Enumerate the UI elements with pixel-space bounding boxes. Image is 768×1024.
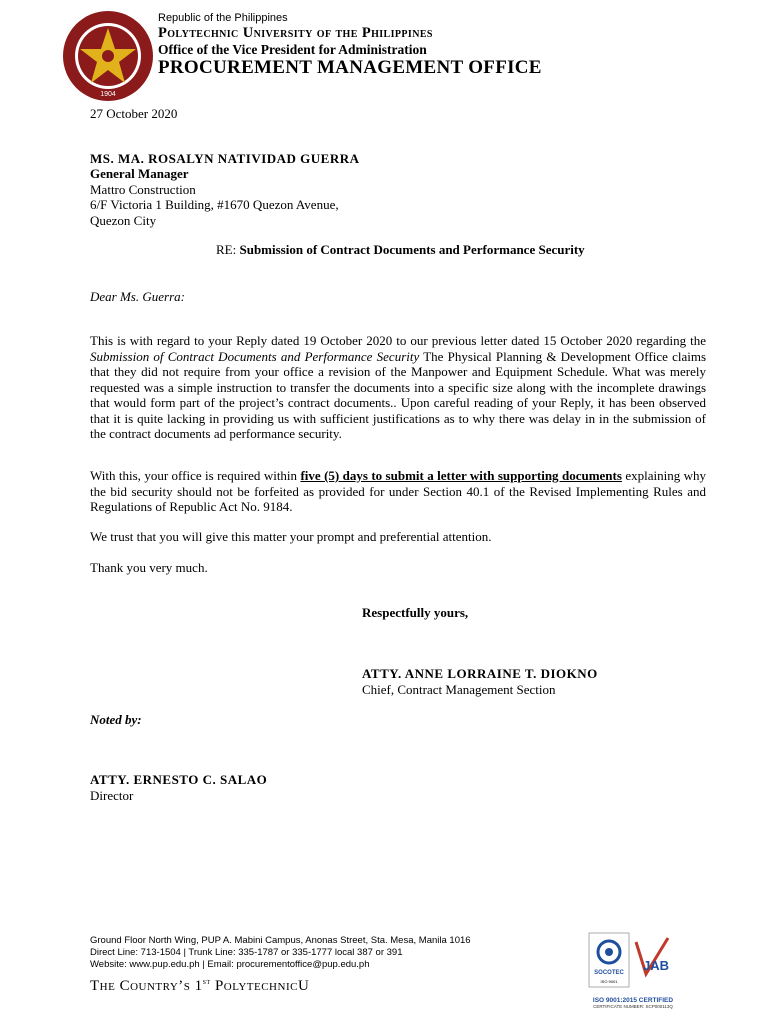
paragraph-2-text-b: explaining why the bid security should not be forfeited as provided for under Section 40.1 of the Revised Implementing Rules and Regulations of Republic Act No. 9184. bbox=[90, 468, 706, 514]
paragraph-2 bbox=[90, 468, 706, 515]
director-title: Director bbox=[90, 788, 134, 803]
cert-number: CERTIFICATE NUMBER: SCP000113Q bbox=[593, 1004, 673, 1009]
paragraph-1-text-b: The Physical Planning & Development Office claims that they did not require from your office a revision of the Manpower and Equipment Schedule. What was merely requested was a simple instruction to transfer the documents into a specific size along with the incomplete drawings that would form part of the project’s contract documents.. Upon careful reading of your Reply, it has been observed that it is quite lacking in providing us with sufficient justifications as to why there was delay in in the submission of the contract documents ad performance security. bbox=[90, 348, 707, 441]
motto-superscript: st bbox=[202, 976, 211, 986]
header-university: Polytechnic University of the Philippines bbox=[158, 25, 433, 41]
paragraph-2-text-a: With this, your office is required within bbox=[90, 468, 301, 483]
director-name: ATTY. ERNESTO C. SALAO bbox=[90, 772, 268, 787]
recipient-address-line1: 6/F Victoria 1 Building, #1670 Quezon Avenue, bbox=[90, 197, 339, 212]
recipient-title: General Manager bbox=[90, 166, 189, 181]
paragraph-1-text-a: This is with regard to your Reply dated 19 October 2020 to our previous letter dated 15 October 2020 regarding the bbox=[90, 333, 706, 348]
signatory-title: Chief, Contract Management Section bbox=[362, 682, 556, 697]
header-republic: Republic of the Philippines bbox=[158, 12, 288, 24]
paragraph-2-requirement: five (5) days to submit a letter with supporting documents bbox=[300, 468, 622, 483]
footer-address: Ground Floor North Wing, PUP A. Mabini Campus, Anonas Street, Sta. Mesa, Manila 1016 bbox=[90, 935, 471, 946]
header-office: Office of the Vice President for Administration bbox=[158, 42, 427, 57]
re-label: RE: bbox=[216, 242, 240, 257]
header-department: PROCUREMENT MANAGEMENT OFFICE bbox=[158, 57, 542, 78]
university-seal-icon bbox=[62, 10, 154, 102]
motto-text-b: PolytechnicU bbox=[210, 978, 310, 994]
motto-text-a: The Country’s 1 bbox=[90, 978, 203, 994]
recipient-company: Mattro Construction bbox=[90, 182, 196, 197]
footer-motto bbox=[90, 976, 309, 995]
paragraph-3: We trust that you will give this matter your prompt and preferential attention. bbox=[90, 529, 492, 544]
paragraph-4: Thank you very much. bbox=[90, 560, 208, 575]
recipient-name: MS. MA. ROSALYN NATIVIDAD GUERRA bbox=[90, 151, 360, 166]
noted-by: Noted by: bbox=[90, 712, 142, 727]
signatory-name: ATTY. ANNE LORRAINE T. DIOKNO bbox=[362, 666, 598, 681]
closing: Respectfully yours, bbox=[362, 605, 469, 620]
paragraph-1-subject: Submission of Contract Documents and Performance Security bbox=[90, 348, 420, 364]
iso-small-label: ISO 9001 bbox=[600, 979, 618, 984]
salutation: Dear Ms. Guerra: bbox=[90, 289, 185, 304]
footer-contact bbox=[90, 935, 471, 971]
jab-label: JAB bbox=[642, 958, 670, 973]
footer-phones: Direct Line: 713-1504 | Trunk Line: 335-1787 or 335-1777 local 387 or 391 bbox=[90, 947, 403, 958]
certification-logos-icon bbox=[588, 932, 678, 990]
recipient-address-line2: Quezon City bbox=[90, 213, 157, 228]
iso-certified-text: ISO 9001:2015 CERTIFIED bbox=[592, 997, 674, 1004]
paragraph-1 bbox=[90, 333, 706, 442]
footer-web: Website: www.pup.edu.ph | Email: procurementoffice@pup.edu.ph bbox=[90, 959, 370, 970]
letter-date: 27 October 2020 bbox=[90, 106, 178, 121]
re-line bbox=[216, 242, 585, 258]
socotec-label: SOCOTEC bbox=[594, 970, 624, 976]
re-subject: Submission of Contract Documents and Performance Security bbox=[239, 242, 585, 257]
seal-year: 1904 bbox=[100, 91, 116, 98]
iso-certification-badge bbox=[588, 932, 678, 1012]
